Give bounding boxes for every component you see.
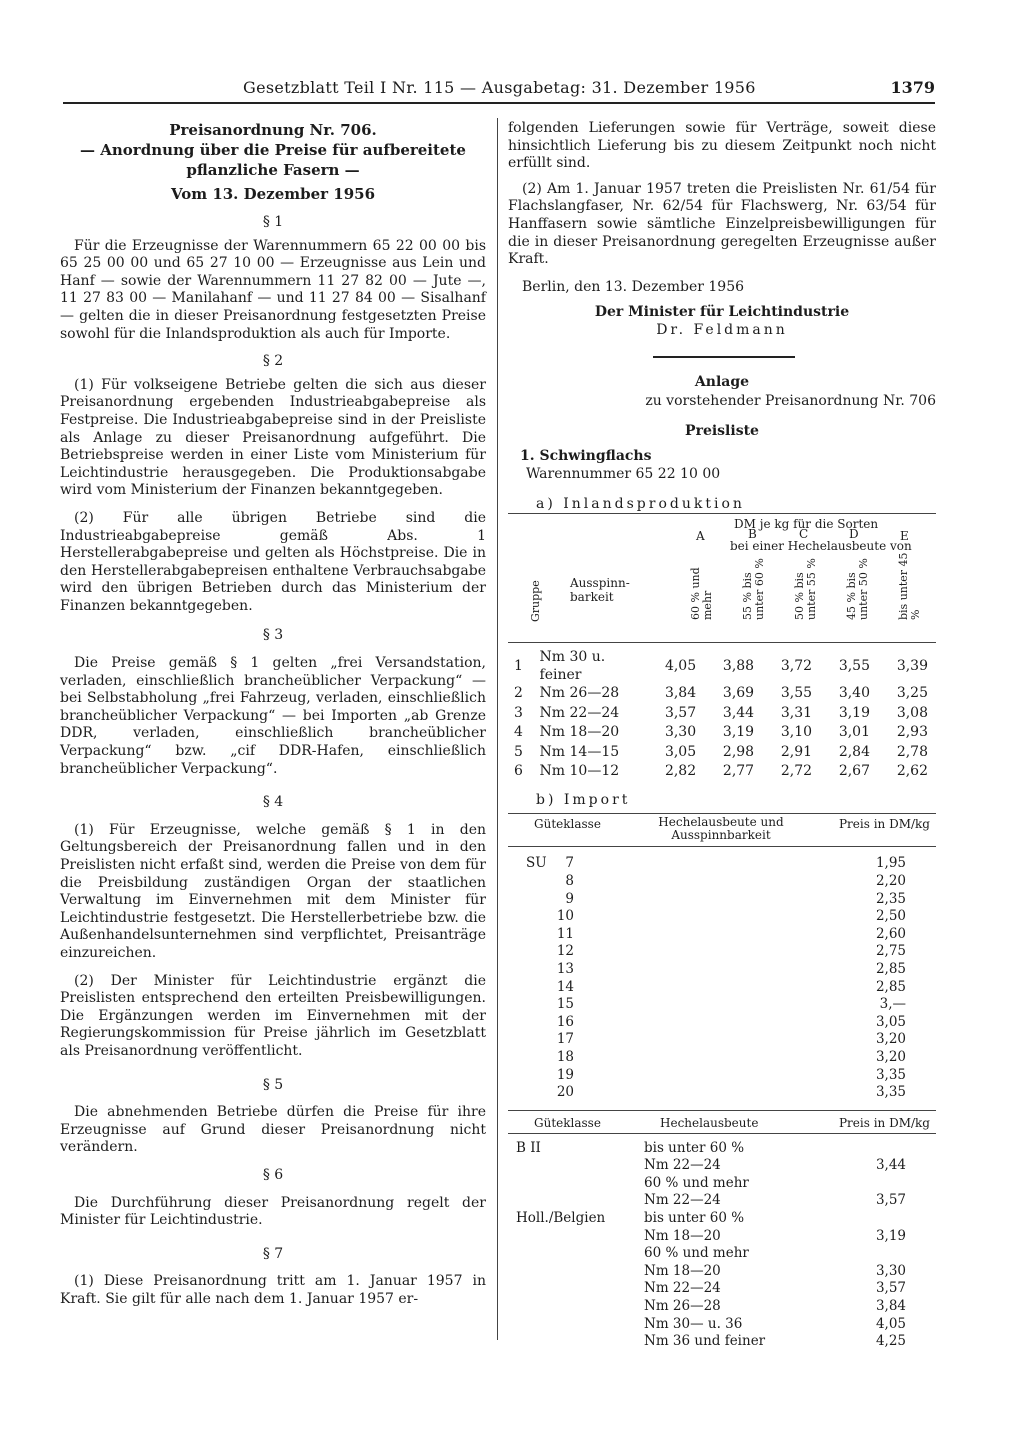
- table-row: [508, 1175, 936, 1193]
- price-cell: 2,78: [896, 743, 928, 760]
- price-cell: 3,30: [875, 1262, 906, 1279]
- col-gruppe: Gruppe: [529, 580, 542, 623]
- price-cell: 2,72: [780, 763, 813, 780]
- table-c-h3: Preis in DM/kg: [838, 1115, 930, 1130]
- price-cell: 3,19: [875, 1227, 906, 1244]
- price-cell: 2,91: [780, 743, 813, 760]
- sort-label-c: 50 % bis unter 55 %: [793, 558, 818, 621]
- section-4-para-1: (1) Für Erzeugnisse, welche gemäß § 1 in den Geltungsbereich der Preisanordnung fallen und in den Preislisten nicht erfaßt sind, werden die Preise von dem für die Preisbildung zuständigen Organ der staatlichen Verwaltung im Einvernehmen mit dem Minister für Leichtindustrie festgesetzt. Die Herstellerbetriebe bzw. die Außenhandelsunternehmen sind verpflichtet, Preisanträge einzureichen.: [60, 821, 486, 961]
- section-5-heading: § 5: [262, 1076, 284, 1093]
- guteklasse-cell: 8: [565, 872, 574, 889]
- ausspinnbarkeit-cell: Nm 22—24: [539, 704, 620, 721]
- hechelausbeute-cell: 60 % und mehr: [644, 1174, 749, 1191]
- table-b-h2: Hechelausbeute und Ausspinnbarkeit: [658, 815, 784, 843]
- price-cell: 2,75: [875, 943, 906, 960]
- left-column: [60, 120, 486, 1308]
- section-6-text: Die Durchführung dieser Preisanordnung regelt der Minister für Leichtindustrie.: [60, 1194, 486, 1229]
- guteklasse-cell: [508, 1333, 644, 1351]
- warennummer: Warennummer 65 22 10 00: [526, 465, 721, 482]
- price-cell: 4,05: [664, 657, 697, 674]
- table-row: [508, 743, 936, 763]
- table-row: [508, 1031, 936, 1049]
- hechelausbeute-cell: 60 % und mehr: [644, 1245, 749, 1262]
- guteklasse-cell: 9: [565, 890, 574, 907]
- anlage-subtitle: zu vorstehender Preisanordnung Nr. 706: [645, 393, 936, 410]
- prefix-cell: [508, 996, 552, 1014]
- subsection-b-label: b) Import: [536, 791, 631, 808]
- spacer-cell: [578, 926, 818, 944]
- section-2-heading: § 2: [262, 353, 284, 370]
- price-cell: 4,05: [875, 1315, 906, 1332]
- prefix-cell: [508, 908, 552, 926]
- signature: Dr. Feldmann: [656, 321, 788, 338]
- table-row: [508, 1280, 936, 1298]
- spacer-cell: [578, 873, 818, 891]
- guteklasse-cell: [508, 1263, 644, 1281]
- section-4-heading: § 4: [262, 794, 284, 811]
- gruppe-cell: 4: [514, 724, 523, 741]
- price-cell: 3,19: [722, 724, 755, 741]
- prefix-cell: [508, 873, 552, 891]
- price-cell: 2,67: [838, 763, 870, 780]
- section-1-heading: § 1: [262, 214, 284, 230]
- table-row: [508, 762, 936, 782]
- table-row: [508, 926, 936, 944]
- sort-letter-d: D: [849, 527, 859, 542]
- guteklasse-cell: B II: [516, 1139, 541, 1156]
- guteklasse-cell: 20: [556, 1084, 574, 1101]
- table-row: [508, 1210, 936, 1228]
- section-3-heading: § 3: [262, 627, 284, 644]
- table-row: [508, 1014, 936, 1032]
- table-b-header: [508, 813, 936, 847]
- document-title-2: — Anordnung über die Preise für aufbereitete: [80, 141, 466, 159]
- prefix-cell: [508, 1031, 552, 1049]
- spacer-cell: [578, 1067, 818, 1085]
- table-b-h1: Güteklasse: [534, 817, 601, 832]
- price-cell: 3,84: [664, 685, 697, 702]
- price-cell: 3,08: [896, 704, 928, 721]
- sort-letter-c: C: [799, 527, 809, 542]
- hechelausbeute-cell: Nm 22—24: [644, 1192, 721, 1209]
- section-6-heading: § 6: [262, 1166, 284, 1183]
- guteklasse-cell: [508, 1192, 644, 1210]
- document-title-3: pflanzliche Fasern —: [186, 161, 360, 179]
- price-cell: 4,25: [875, 1333, 906, 1350]
- price-cell: 3,05: [664, 743, 697, 760]
- table-c: [508, 1140, 936, 1351]
- table-row: [508, 1157, 936, 1175]
- spacer-cell: [578, 891, 818, 909]
- price-cell: 3,35: [875, 1084, 906, 1101]
- price-cell: 2,60: [875, 925, 906, 942]
- table-row: [508, 891, 936, 909]
- hechelausbeute-cell: Nm 26—28: [644, 1298, 721, 1315]
- hechelausbeute-cell: Nm 18—20: [644, 1262, 721, 1279]
- page-number: 1379: [890, 78, 935, 97]
- price-cell: 3,40: [838, 685, 870, 702]
- gruppe-cell: 2: [514, 685, 523, 702]
- gruppe-cell: 3: [514, 704, 523, 721]
- sort-label-e: bis unter 45 %: [897, 552, 922, 621]
- hechelausbeute-cell: Nm 22—24: [644, 1157, 721, 1174]
- prefix-cell: [508, 891, 552, 909]
- table-row: [508, 1067, 936, 1085]
- table-row: [508, 855, 936, 873]
- section-2-para-1: (1) Für volkseigene Betriebe gelten die sich aus dieser Preisanordnung ergebenden Industrieabgabepreise als Festpreise. Die Industrieabgabepreise sind in der Preisliste als Anlage zu dieser Preisanordnung aufgeführt. Die Betriebspreise werden in einer Liste vom Ministerium für Leichtindustrie herausgegeben. Die Produktionsabgabe wird vom Ministerium der Finanzen bekanntgegeben.: [60, 376, 486, 499]
- table-a-head-mid: bei einer Hechelausbeute von: [730, 539, 912, 554]
- hechelausbeute-cell: Nm 36 und feiner: [644, 1333, 766, 1350]
- sort-label-b: 55 % bis unter 60 %: [741, 558, 766, 621]
- price-cell: 3,69: [722, 685, 755, 702]
- section-7-heading: § 7: [262, 1245, 284, 1262]
- price-cell: 3,57: [875, 1192, 906, 1209]
- table-c-header: [508, 1110, 936, 1134]
- table-a-header: [508, 513, 936, 643]
- table-row: [508, 1316, 936, 1334]
- table-row: [508, 1298, 936, 1316]
- prefix-cell: [508, 926, 552, 944]
- price-cell: [844, 1175, 936, 1193]
- spacer-cell: [578, 855, 818, 873]
- prefix-cell: [508, 1049, 552, 1067]
- table-row: [508, 1333, 936, 1351]
- table-c-h2: Hechelausbeute: [660, 1115, 759, 1130]
- guteklasse-cell: [508, 1298, 644, 1316]
- right-column: [508, 120, 936, 1351]
- price-cell: 3,25: [896, 685, 928, 702]
- spacer-cell: [578, 1049, 818, 1067]
- ausspinnbarkeit-cell: Nm 14—15: [539, 743, 620, 760]
- guteklasse-cell: [508, 1228, 644, 1246]
- table-row: [508, 1245, 936, 1263]
- price-cell: 2,35: [875, 890, 906, 907]
- price-cell: 2,93: [896, 724, 928, 741]
- guteklasse-cell: [508, 1175, 644, 1193]
- hechelausbeute-cell: bis unter 60 %: [644, 1210, 745, 1227]
- table-row: [508, 1192, 936, 1210]
- table-row: [508, 723, 936, 743]
- table-row: [508, 649, 936, 684]
- guteklasse-cell: Holl./Belgien: [516, 1210, 606, 1227]
- price-cell: [844, 1140, 936, 1158]
- prefix-cell: [508, 1084, 552, 1102]
- place-date: Berlin, den 13. Dezember 1956: [522, 278, 745, 295]
- price-cell: 3,35: [875, 1066, 906, 1083]
- section-5-text: Die abnehmenden Betriebe dürfen die Preise für ihre Erzeugnisse auf Grund dieser Preisanordnung nicht verändern.: [60, 1104, 486, 1156]
- preisliste-heading: Preisliste: [685, 422, 759, 439]
- spacer-cell: [578, 996, 818, 1014]
- spacer-cell: [578, 979, 818, 997]
- spacer-cell: [578, 1014, 818, 1032]
- table-row: [508, 1140, 936, 1158]
- column-divider: [497, 118, 498, 1340]
- spacer-cell: [578, 1084, 818, 1102]
- table-row: [508, 1049, 936, 1067]
- guteklasse-cell: 11: [556, 925, 574, 942]
- table-row: [508, 996, 936, 1014]
- section-7-para-2: (2) Am 1. Januar 1957 treten die Preislisten Nr. 61/54 für Flachslangfaser, Nr. 62/54 für Flachswerg, Nr. 63/54 für Hanffasern sowie sämtliche Einzelpreisbewilligungen für die in dieser Preisanordnung geregelten Erzeugnisse außer Kraft.: [508, 180, 936, 268]
- table-c-h1: Güteklasse: [534, 1115, 601, 1130]
- table-b: [508, 855, 936, 1101]
- spacer-cell: [578, 1031, 818, 1049]
- guteklasse-cell: 19: [556, 1066, 574, 1083]
- price-cell: 3,57: [875, 1280, 906, 1297]
- hechelausbeute-cell: Nm 18—20: [644, 1227, 721, 1244]
- price-cell: 3,44: [722, 704, 755, 721]
- sort-letter-a: A: [696, 529, 705, 544]
- guteklasse-cell: [508, 1245, 644, 1263]
- price-cell: [844, 1210, 936, 1228]
- gruppe-cell: 5: [514, 743, 523, 760]
- price-cell: 2,50: [875, 908, 906, 925]
- guteklasse-cell: [508, 1316, 644, 1334]
- table-b-h3: Preis in DM/kg: [838, 817, 930, 832]
- price-cell: 2,20: [875, 872, 906, 889]
- table-row: [508, 908, 936, 926]
- price-cell: [844, 1245, 936, 1263]
- table-row: [508, 1263, 936, 1281]
- price-cell: 2,84: [838, 743, 870, 760]
- hechelausbeute-cell: bis unter 60 %: [644, 1139, 745, 1156]
- sort-letter-b: B: [748, 527, 757, 542]
- sort-label-d: 45 % bis unter 50 %: [845, 558, 870, 621]
- hechelausbeute-cell: Nm 22—24: [644, 1280, 721, 1297]
- price-cell: 3,30: [664, 724, 697, 741]
- table-row: [508, 1084, 936, 1102]
- section-3-text: Die Preise gemäß § 1 gelten „frei Versandstation, verladen, einschließlich brancheüblicher Verpackung“ — bei Selbstabholung „frei Fahrzeug, verladen, einschließlich brancheüblicher Verpackung“ — bei Importen „ab Grenze DDR, verladen, einschließlich brancheüblicher Verpackung“ bzw. „cif DDR-Hafen, einschließlich brancheüblicher Verpackung“.: [60, 655, 486, 777]
- gruppe-cell: 1: [514, 657, 523, 674]
- ausspinnbarkeit-cell: Nm 10—12: [539, 763, 620, 780]
- price-cell: 3,01: [838, 724, 870, 741]
- table-row: [508, 684, 936, 704]
- price-cell: 3,—: [879, 996, 906, 1013]
- price-cell: 2,85: [875, 978, 906, 995]
- section-4-para-2: (2) Der Minister für Leichtindustrie ergänzt die Preislisten entsprechend den erteilten Preisbewilligungen. Die Ergänzungen werden im Einvernehmen mit der Regierungskommission für Preise jährlich im Gesetzblatt als Preisanordnung veröffentlicht.: [60, 972, 486, 1059]
- guteklasse-cell: 15: [556, 996, 574, 1013]
- table-row: [508, 943, 936, 961]
- guteklasse-cell: 13: [556, 960, 574, 977]
- table-a-head-top: DM je kg für die Sorten: [734, 517, 879, 532]
- guteklasse-cell: 14: [556, 978, 574, 995]
- price-cell: 3,55: [780, 685, 813, 702]
- price-cell: 3,84: [875, 1298, 906, 1315]
- hechelausbeute-cell: Nm 30— u. 36: [644, 1315, 743, 1332]
- section-2-para-2: (2) Für alle übrigen Betriebe sind die Industrieabgabepreise gemäß Abs. 1 Herstellerabgabepreise und gelten als Höchstpreise. Die in den Herstellerabgabepreisen enthaltene Verbrauchsabgabe wird den übrigen Betrieben durch das Ministerium der Finanzen bekanntgegeben.: [60, 509, 486, 614]
- item-title: 1. Schwingflachs: [520, 448, 652, 465]
- table-row: [508, 873, 936, 891]
- section-7-text: (1) Diese Preisanordnung tritt am 1. Januar 1957 in Kraft. Sie gilt für alle nach dem 1. Januar 1957 er-: [60, 1273, 486, 1307]
- sort-letter-e: E: [900, 529, 909, 544]
- price-cell: 3,31: [780, 704, 813, 721]
- price-cell: 3,10: [780, 724, 813, 741]
- guteklasse-cell: 18: [556, 1048, 574, 1065]
- price-cell: 3,44: [875, 1157, 906, 1174]
- guteklasse-cell: 7: [565, 855, 574, 872]
- anlage-heading: Anlage: [694, 373, 750, 390]
- guteklasse-cell: 17: [556, 1031, 574, 1048]
- sort-label-a: 60 % und mehr: [689, 567, 714, 621]
- subsection-a-label: a) Inlandsproduktion: [536, 495, 745, 512]
- guteklasse-cell: 10: [556, 908, 574, 925]
- continued-text: folgenden Lieferungen sowie für Verträge, soweit diese hinsichtlich Lieferung bis zu diesem Zeitpunkt noch nicht erfüllt sind.: [508, 120, 936, 172]
- table-row: [508, 704, 936, 724]
- table-row: [508, 1228, 936, 1246]
- price-cell: 3,39: [896, 657, 928, 674]
- price-cell: 2,85: [875, 960, 906, 977]
- price-cell: 3,20: [875, 1048, 906, 1065]
- prefix-cell: [508, 1014, 552, 1032]
- price-cell: 3,05: [875, 1013, 906, 1030]
- prefix-cell: [508, 979, 552, 997]
- price-cell: 1,95: [875, 855, 906, 872]
- price-cell: 3,55: [838, 657, 870, 674]
- price-cell: 2,77: [722, 763, 755, 780]
- ausspinnbarkeit-cell: Nm 18—20: [539, 724, 620, 741]
- price-cell: 3,72: [780, 657, 813, 674]
- ausspinnbarkeit-cell: Nm 26—28: [539, 685, 620, 702]
- document-title-1: Preisanordnung Nr. 706.: [169, 121, 377, 139]
- prefix-cell: [508, 961, 552, 979]
- spacer-cell: [578, 943, 818, 961]
- prefix-cell: [508, 943, 552, 961]
- price-cell: 2,82: [664, 763, 697, 780]
- spacer-cell: [578, 961, 818, 979]
- minister-title: Der Minister für Leichtindustrie: [594, 304, 850, 321]
- page-header: [63, 78, 935, 104]
- guteklasse-cell: 12: [556, 943, 574, 960]
- table-a: [508, 649, 936, 782]
- col-ausspinnbarkeit: Ausspinn-barkeit: [570, 576, 630, 605]
- spacer-cell: [578, 908, 818, 926]
- section-1-text: Für die Erzeugnisse der Warennummern 65 22 00 00 bis 65 25 00 00 und 65 27 10 00 — Erzeugnisse aus Lein und Hanf — sowie der Warennummern 11 27 82 00 — Jute —, 11 27 83 00 — Manilahanf — und 11 27 84 00 — Sisalhanf — gelten die in dieser Preisanordnung festgesetzten Preise sowohl für die Inlandsproduktion als auch für Importe.: [60, 237, 486, 342]
- table-row: [508, 979, 936, 997]
- price-cell: 3,20: [875, 1031, 906, 1048]
- price-cell: 3,19: [838, 704, 870, 721]
- prefix-cell: SU: [526, 855, 547, 872]
- price-cell: 2,62: [896, 763, 928, 780]
- guteklasse-cell: 16: [556, 1013, 574, 1030]
- document-date: Vom 13. Dezember 1956: [170, 185, 376, 203]
- guteklasse-cell: [508, 1280, 644, 1298]
- gruppe-cell: 6: [514, 763, 523, 780]
- ausspinnbarkeit-cell: Nm 30 u. feiner: [539, 649, 606, 683]
- table-row: [508, 961, 936, 979]
- header-title: Gesetzblatt Teil I Nr. 115 — Ausgabetag: 31. Dezember 1956: [243, 78, 756, 97]
- price-cell: 3,88: [722, 657, 755, 674]
- price-cell: 2,98: [722, 743, 755, 760]
- prefix-cell: [508, 1067, 552, 1085]
- guteklasse-cell: [508, 1157, 644, 1175]
- price-cell: 3,57: [664, 704, 697, 721]
